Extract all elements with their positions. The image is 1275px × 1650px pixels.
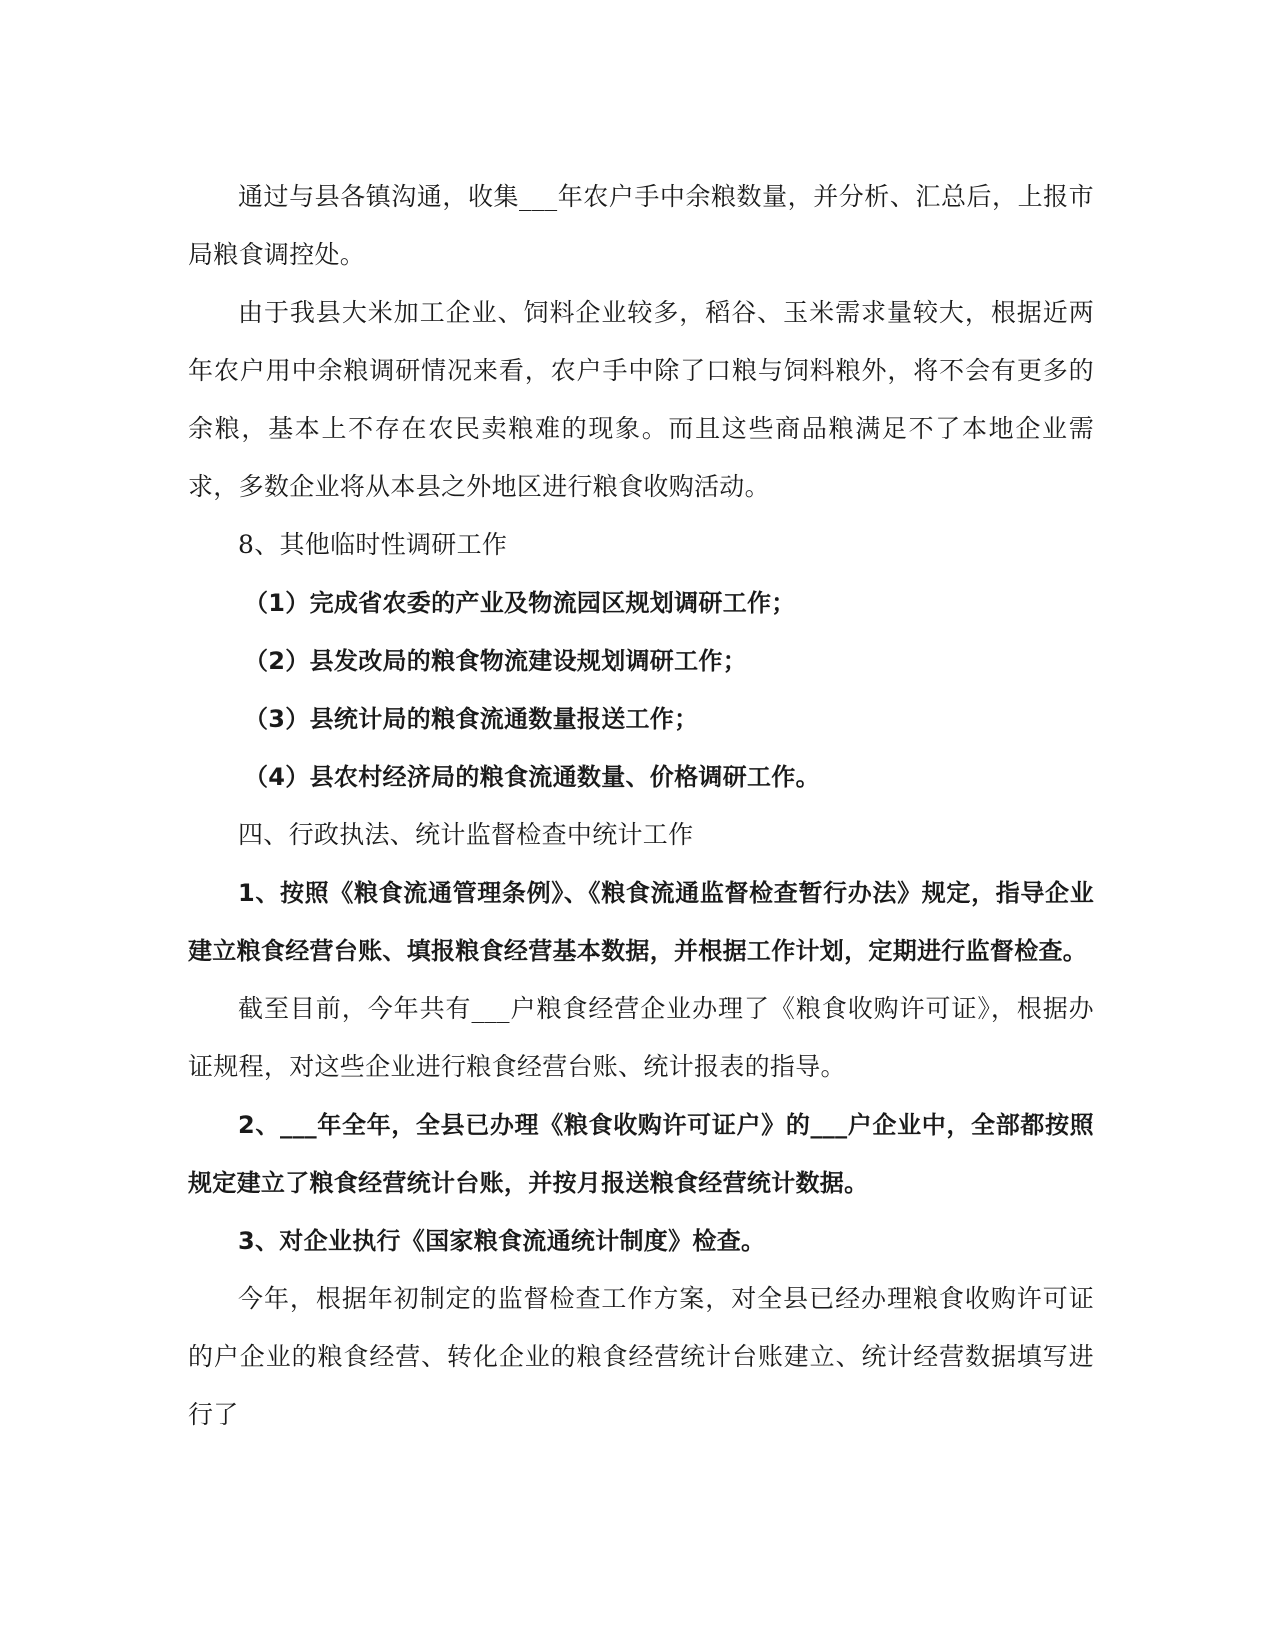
heading-section-four: 四、行政执法、统计监督检查中统计工作 [238,820,694,849]
paragraph-inspection-plan: 今年，根据年初制定的监督检查工作方案，对全县已经办理粮食收购许可证的户企业的粮食经营、转化企业的粮食经营统计台账建立、统计经营数据填写进行了 [188,1284,1094,1429]
paragraph-grain-demand-analysis: 由于我县大米加工企业、饲料企业较多，稻谷、玉米需求量较大，根据近两年农户用中余粮调研情况来看，农户手中除了口粮与饲料粮外，将不会有更多的余粮，基本上不存在农民卖粮难的现象。而且这些商品粮满足不了本地企业需求，多数企业将从本县之外地区进行粮食收购活动。 [188,298,1094,501]
heading-temporary-research: 8、其他临时性调研工作 [238,530,508,559]
paragraph-supervision-item-2: 2、___年全年，全县已办理《粮食收购许可证户》的___户企业中，全部都按照规定建立了粮食经营统计台账，并按月报送粮食经营统计数据。 [188,1111,1094,1197]
paragraph-license-count: 截至目前，今年共有___户粮食经营企业办理了《粮食收购许可证》，根据办证规程，对这些企业进行粮食经营台账、统计报表的指导。 [188,994,1094,1081]
list-item-research-1: （1）完成省农委的产业及物流园区规划调研工作； [244,589,796,617]
list-item-research-2: （2）县发改局的粮食物流建设规划调研工作； [244,647,747,675]
list-item-research-4: （4）县农村经济局的粮食流通数量、价格调研工作。 [244,763,820,791]
paragraph-surplus-grain-survey: 通过与县各镇沟通，收集___年农户手中余粮数量，并分析、汇总后，上报市局粮食调控处。 [188,182,1094,269]
list-item-research-3: （3）县统计局的粮食流通数量报送工作； [244,705,699,733]
paragraph-supervision-item-3: 3、对企业执行《国家粮食流通统计制度》检查。 [238,1227,766,1255]
paragraph-supervision-item-1: 1、按照《粮食流通管理条例》、《粮食流通监督检查暂行办法》规定，指导企业建立粮食经营台账、填报粮食经营基本数据，并根据工作计划，定期进行监督检查。 [188,879,1094,965]
document-body [188,168,1094,1444]
